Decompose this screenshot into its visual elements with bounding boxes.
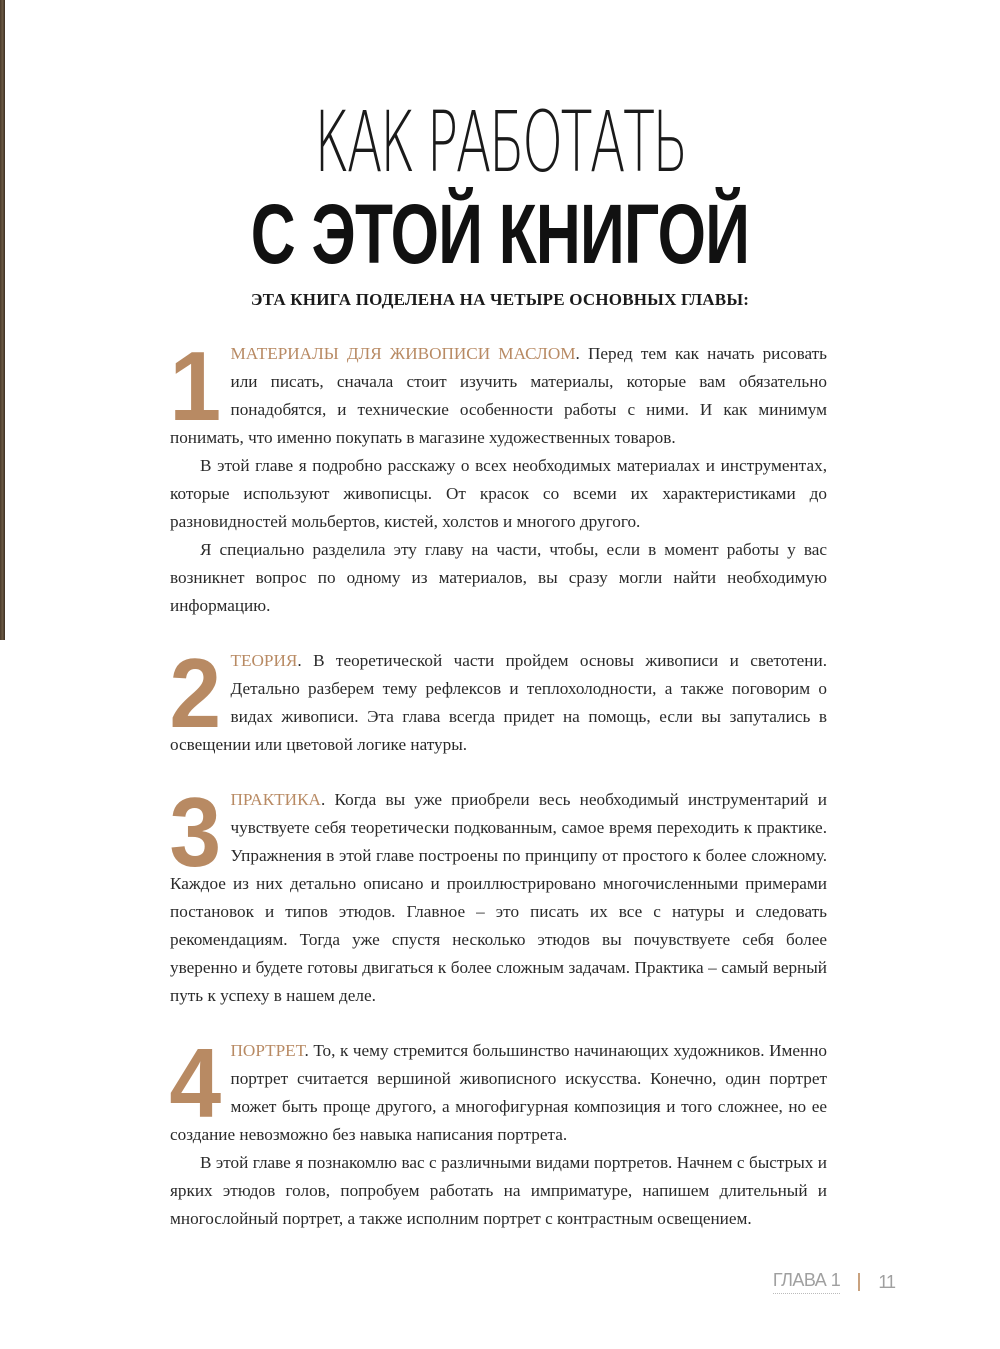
section-materials: [169, 331, 828, 620]
section-number: 2: [169, 638, 222, 748]
section-lead-text: . В теоретической части пройдем основы живописи и светотени. Детально разберем тему рефлексов и теплохолодности, а также поговорим о видах живописи. Эта глава всегда придет на помощь, если вы запутались в освещении или цветовой логике натуры.: [170, 651, 827, 754]
page-footer: [773, 1270, 895, 1294]
section-number: 4: [169, 1028, 222, 1138]
section-theory: [169, 638, 827, 759]
section-heading: ПРАКТИКА: [230, 790, 321, 809]
section-lead-text: . Когда вы уже приобрели весь необходимый инструментарий и чувствуете себя теоретически подкованным, самое время переходить к практике. Упражнения в этой главе построены по принципу от простого к более сложному. Каждое из них детально описано и проиллюстрировано многочисленными примерами постановок и типов этюдов. Главное – это писать их все с натуры и следовать рекомендациям. Тогда уже спустя несколько этюдов вы почувствуете себя более уверенно и будете готовы двигаться к более сложным задачам. Практика – самый верный путь к успеху в нашем деле.: [170, 790, 827, 1005]
section-paragraph: В этой главе я подробно расскажу о всех необходимых материалах и инструментах, которые используют живописцы. От красок со всеми их характеристиками до разновидностей мольбертов, кистей, холстов и многого другого.: [170, 456, 827, 531]
section-lead-text: . То, к чему стремится большинство начинающих художников. Именно портрет считается вершиной живописного искусства. Конечно, один портрет может быть проще другого, а многофигурная композиция и того сложнее, но ее создание невозможно без навыка написания портрета.: [170, 1041, 827, 1144]
section-heading: МАТЕРИАЛЫ ДЛЯ ЖИВОПИСИ МАСЛОМ: [230, 344, 576, 363]
page-number: 11: [878, 1271, 895, 1292]
section-lead-paragraph: [169, 777, 827, 1010]
footer-chapter-label: ГЛАВА 1: [773, 1270, 840, 1294]
section-practice: [169, 777, 827, 1010]
section-lead-paragraph: [169, 331, 828, 452]
section-paragraph: Я специально разделила эту главу на части, чтобы, если в момент работы у вас возникнет вопрос по одному из материалов, вы сразу могли найти необходимую информацию.: [170, 540, 827, 615]
section-lead-text: . Перед тем как начать рисовать или писать, сначала стоит изучить материалы, которые вам обязательно понадобятся, и технические особенности работы с ними. И как минимум понимать, что именно покупать в магазине художественных товаров.: [170, 344, 828, 447]
section-lead-paragraph: [169, 638, 827, 759]
page-title-line2: С ЭТОЙ КНИГОЙ: [250, 187, 750, 281]
section-lead-paragraph: [169, 1028, 827, 1149]
section-heading: ТЕОРИЯ: [230, 651, 298, 670]
section-number: 3: [169, 777, 222, 887]
footer-divider: [858, 1273, 860, 1291]
section-portrait: [169, 1028, 827, 1233]
section-paragraph: В этой главе я познакомлю вас с различными видами портретов. Начнем с быстрых и ярких этюдов голов, попробуем работать на имприматуре, напишем длительный и многослойный портрет, а также исполним портрет с контрастным освещением.: [170, 1153, 827, 1228]
book-spine-edge: [0, 0, 5, 640]
page-title-line1: КАК РАБОТАТЬ: [314, 93, 686, 191]
subtitle: ЭТА КНИГА ПОДЕЛЕНА НА ЧЕТЫРЕ ОСНОВНЫХ ГЛАВЫ:: [250, 290, 750, 309]
section-number: 1: [169, 331, 222, 441]
section-heading: ПОРТРЕТ: [230, 1041, 305, 1060]
